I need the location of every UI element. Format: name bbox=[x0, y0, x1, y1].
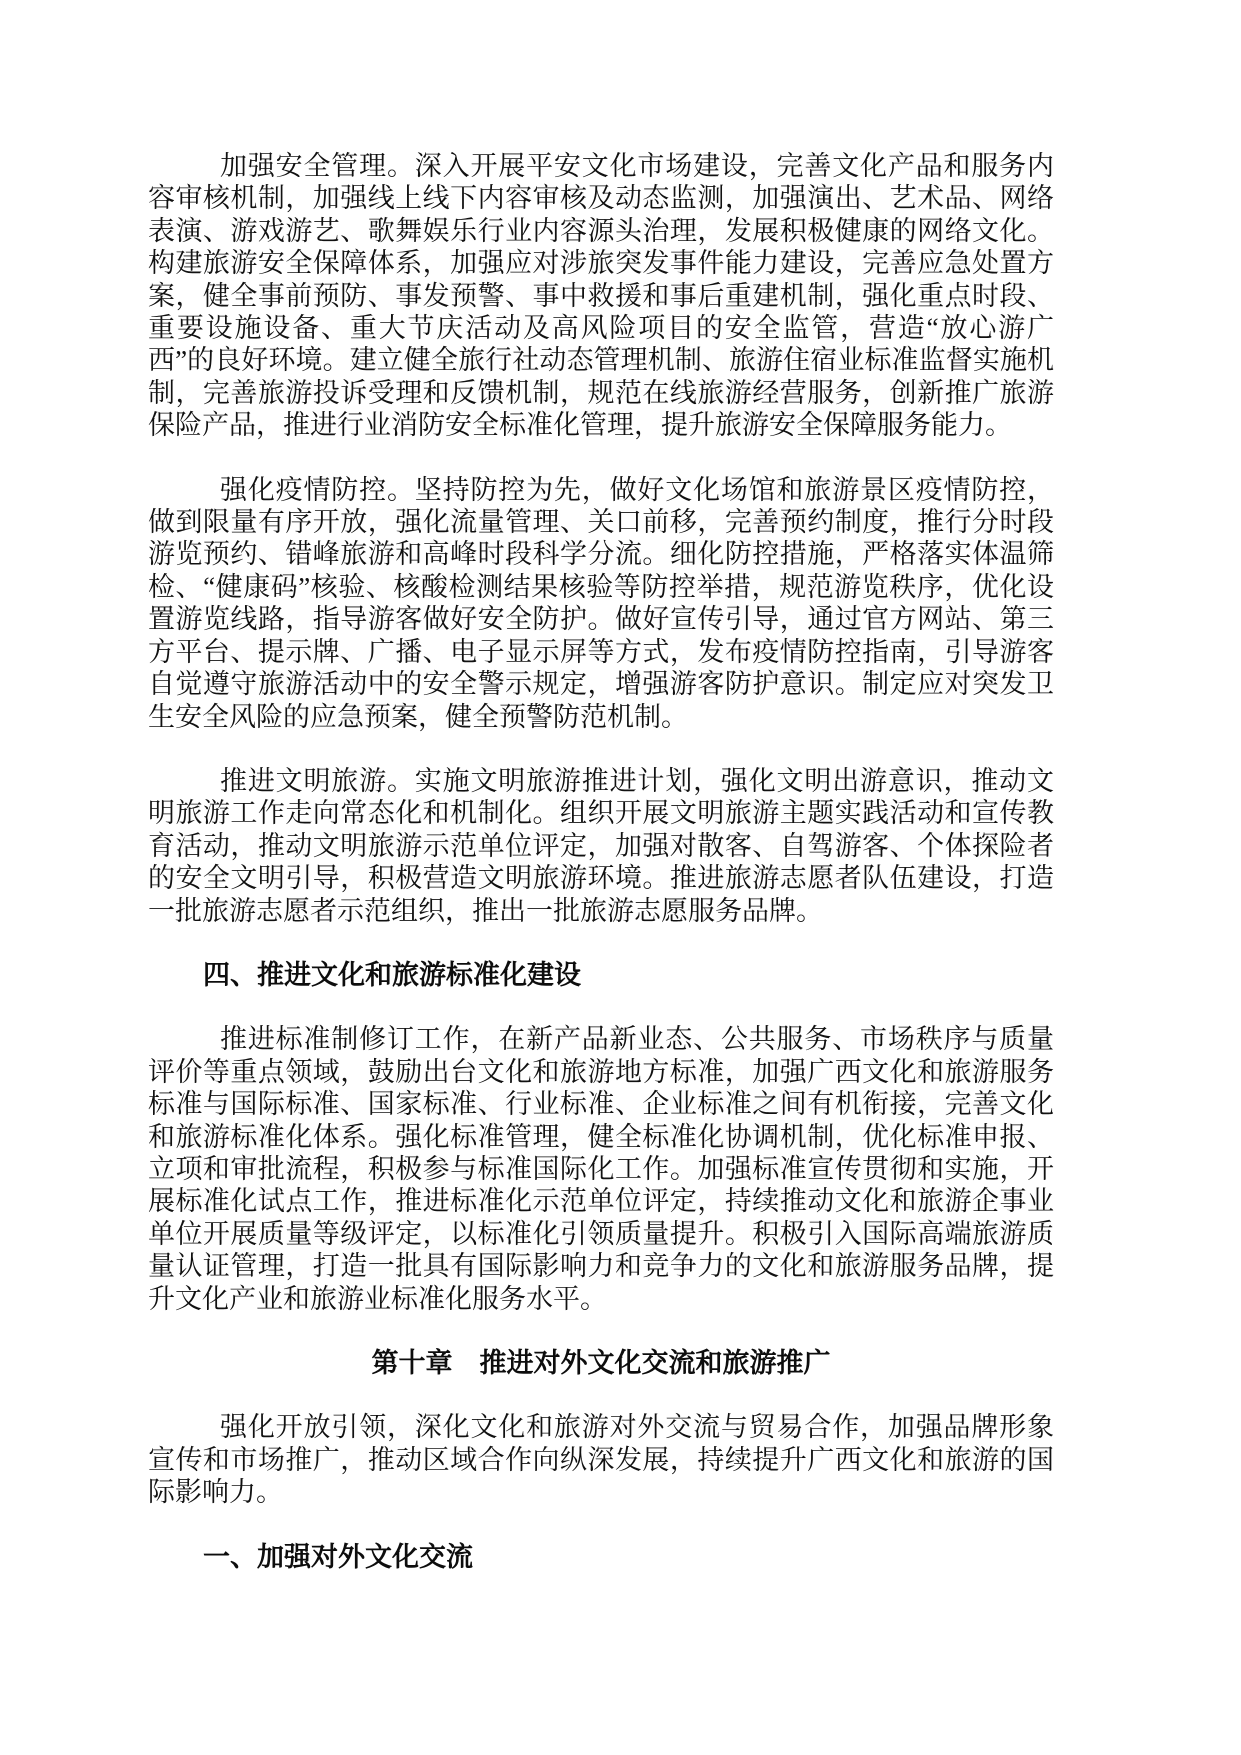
chapter-heading-chapter-10: 第十章 推进对外文化交流和旅游推广 bbox=[371, 1348, 831, 1378]
document-content bbox=[148, 150, 1054, 1605]
section-heading-standardization: 四、推进文化和旅游标准化建设 bbox=[203, 959, 581, 990]
paragraph-standardization: 推进标准制修订工作，在新产品新业态、公共服务、市场秩序与质量评价等重点领域，鼓励出台文化和旅游地方标准，加强广西文化和旅游服务标准与国际标准、国家标准、行业标准、企业标准之间有机衔接，完善文化和旅游标准化体系。强化标准管理，健全标准化协调机制，优化标准申报、立项和审批流程，积极参与标准国际化工作。加强标准宣传贯彻和实施，开展标准化试点工作，推进标准化示范单位评定，持续推动文化和旅游企事业单位开展质量等级评定，以标准化引领质量提升。积极引入国际高端旅游质量认证管理，打造一批具有国际影响力和竞争力的文化和旅游服务品牌，提升文化产业和旅游业标准化服务水平。 bbox=[148, 1024, 1054, 1314]
paragraph-opening-leadership: 强化开放引领，深化文化和旅游对外交流与贸易合作，加强品牌形象宣传和市场推广，推动区域合作向纵深发展，持续提升广西文化和旅游的国际影响力。 bbox=[148, 1412, 1054, 1508]
paragraph-epidemic-prevention: 强化疫情防控。坚持防控为先，做好文化场馆和旅游景区疫情防控，做到限量有序开放，强化流量管理、关口前移，完善预约制度，推行分时段游览预约、错峰旅游和高峰时段科学分流。细化防控措施，严格落实体温筛检、“健康码”核验、核酸检测结果核验等防控举措，规范游览秩序，优化设置游览线路，指导游客做好安全防护。做好宣传引导，通过官方网站、第三方平台、提示牌、广播、电子显示屏等方式，发布疫情防控指南，引导游客自觉遵守旅游活动中的安全警示规定，增强游客防护意识。制定应对突发卫生安全风险的应急预案，健全预警防范机制。 bbox=[148, 474, 1054, 732]
section-heading-cultural-exchange: 一、加强对外文化交流 bbox=[203, 1541, 473, 1572]
paragraph-civilized-tourism: 推进文明旅游。实施文明旅游推进计划，强化文明出游意识，推动文明旅游工作走向常态化和机制化。组织开展文明旅游主题实践活动和宣传教育活动，推动文明旅游示范单位评定，加强对散客、自驾游客、个体探险者的安全文明引导，积极营造文明旅游环境。推进旅游志愿者队伍建设，打造一批旅游志愿者示范组织，推出一批旅游志愿服务品牌。 bbox=[148, 765, 1054, 926]
paragraph-safety-management: 加强安全管理。深入开展平安文化市场建设，完善文化产品和服务内容审核机制，加强线上线下内容审核及动态监测，加强演出、艺术品、网络表演、游戏游艺、歌舞娱乐行业内容源头治理，发展积极健康的网络文化。构建旅游安全保障体系，加强应对涉旅突发事件能力建设，完善应急处置方案，健全事前预防、事发预警、事中救援和事后重建机制，强化重点时段、重要设施设备、重大节庆活动及高风险项目的安全监管，营造“放心游广西”的良好环境。建立健全旅行社动态管理机制、旅游住宿业标准监督实施机制，完善旅游投诉受理和反馈机制，规范在线旅游经营服务，创新推广旅游保险产品，推进行业消防安全标准化管理，提升旅游安全保障服务能力。 bbox=[148, 151, 1054, 441]
